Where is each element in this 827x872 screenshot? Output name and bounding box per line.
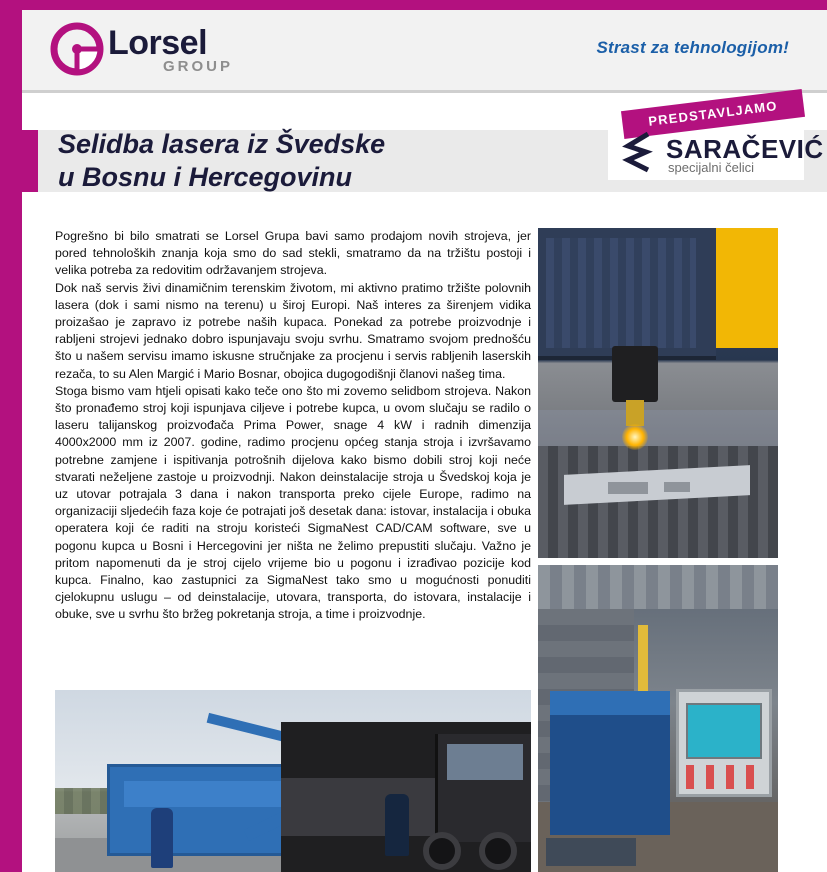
- saracevic-logo-icon: [618, 130, 662, 174]
- laser-cut-part-2: [664, 482, 690, 492]
- laser-machine-window: [538, 410, 778, 446]
- logo-subtitle: GROUP: [163, 58, 234, 75]
- title-accent: [22, 130, 38, 192]
- top-accent-bar: [0, 0, 827, 10]
- crane-loading-photo: [55, 690, 531, 872]
- lorsel-logo-mark: [50, 22, 104, 76]
- badge-ribbon-label: PREDSTAVLJAMO: [647, 98, 779, 129]
- workshop-roof: [538, 565, 778, 609]
- workshop-console-screen: [686, 703, 762, 759]
- laser-machine-yellow-panel: [716, 228, 778, 348]
- laser-cutting-head: [612, 346, 658, 402]
- workshop-machine-top: [550, 691, 670, 717]
- page-title-line1: Selidba lasera iz Švedske: [58, 129, 386, 159]
- laser-cut-part-1: [608, 482, 648, 494]
- saracevic-badge: [608, 98, 824, 180]
- crane-worker-left: [151, 808, 173, 868]
- left-accent-strip: [0, 0, 22, 872]
- page-title: [58, 128, 578, 194]
- badge-company-name: SARAČEVIĆ: [666, 134, 824, 164]
- laser-machine-panel: [538, 228, 716, 360]
- header-tagline: Strast za tehnologijom!: [596, 38, 789, 57]
- header-divider: [22, 90, 827, 93]
- workshop-console-buttons: [686, 765, 762, 789]
- crane-truck-wheel-front: [423, 832, 461, 870]
- workshop-machine-body: [550, 715, 670, 835]
- crane-truck-wheel-rear: [479, 832, 517, 870]
- badge-company-sub: specijalni čelici: [668, 160, 754, 175]
- laser-cutting-photo: [538, 228, 778, 558]
- laser-nozzle: [626, 400, 644, 426]
- article-paragraph-3: Stoga bismo vam htjeli opisati kako teče ono što mi zovemo selidbom strojeva. Nakon što pronađemo stroj koji ispunjava ciljeve i potrebe kupca, u ovom slučaju se radilo o laseru talijanskog proizvođača Prima Power, snage 4 kW i radnih dimenzija 4000x2000 mm iz 2007. godine, radimo procjenu općeg stanja stroja i izvršavamo potrebne zamjene i ispitivanja potrošnih dijelova kako bismo dobili stroj koji neće stvarati neželjene zastoje u proizvodnji. Nakon deinstalacije stroja u Švedskoj koja je uz utovar potrajala 3 dana i nakon transporta preko cijele Europe, radimo na organizaciji sljedećih faza koje će potrajati još desetak dana: istovar, instalacija i obuka operatera koji će raditi na stroju koristeći SigmaNest CAD/CAM software, sve u pogonu kupca u Bosni i Hercegovini jer ništa ne želimo prepustiti slučaju. Važno je pritom napomenuti da je stroj cijelo vrijeme bio u pogonu i izrađivao pozicije kod kupca. Finalno, kao zastupnici za SigmaNest tako smo u mogućnosti ponuditi cjelokupnu uslugu – od deinstalacije, utovara, transporta, do istovara, instalacije i obuke, sve u svrhu što bržeg pokretanja stroja, a time i proizvodnje.: [55, 383, 531, 622]
- article-body: [55, 228, 531, 624]
- logo-wordmark: Lorsel: [108, 24, 208, 62]
- laser-spark-glow: [622, 424, 648, 450]
- workshop-photo: [538, 565, 778, 872]
- article-paragraph-2: Dok naš servis živi dinamičnim terenskim životom, mi aktivno pratimo tržište polovnih lasera (dok i sami nismo na terenu) u široj Europi. Naš interes za širenjem vidika proizašao je zapravo iz potrebe naših kupaca. Ponekad za potrebe proizvodnje i rabljeni strojevi jednako dobro ispunjavaju svoju svrhu. Smatramo svojom prednošću što u našem servisu imamo iskusne stručnjake za procjenu i servis rabljenih laserskih rezača, to su Alen Margić i Mario Bosnar, obojica dugogodišnji članovi našeg tima.: [55, 280, 531, 381]
- article-paragraph-1: Pogrešno bi bilo smatrati se Lorsel Grupa bavi samo prodajom novih strojeva, jer pored tehnološkіh znanja koja smo do sad stekli, smatramo da na tržištu postoji i velika potreba za redovitim održavanjem strojeva.: [55, 229, 531, 278]
- crane-worker-right: [385, 794, 409, 856]
- crane-truck-window: [447, 744, 523, 780]
- workshop-pallet: [546, 838, 636, 866]
- lorsel-logo: [50, 20, 260, 80]
- crane-truck-bed: [281, 778, 435, 836]
- page-title-line2: u Bosnu i Hercegovinu: [58, 162, 353, 192]
